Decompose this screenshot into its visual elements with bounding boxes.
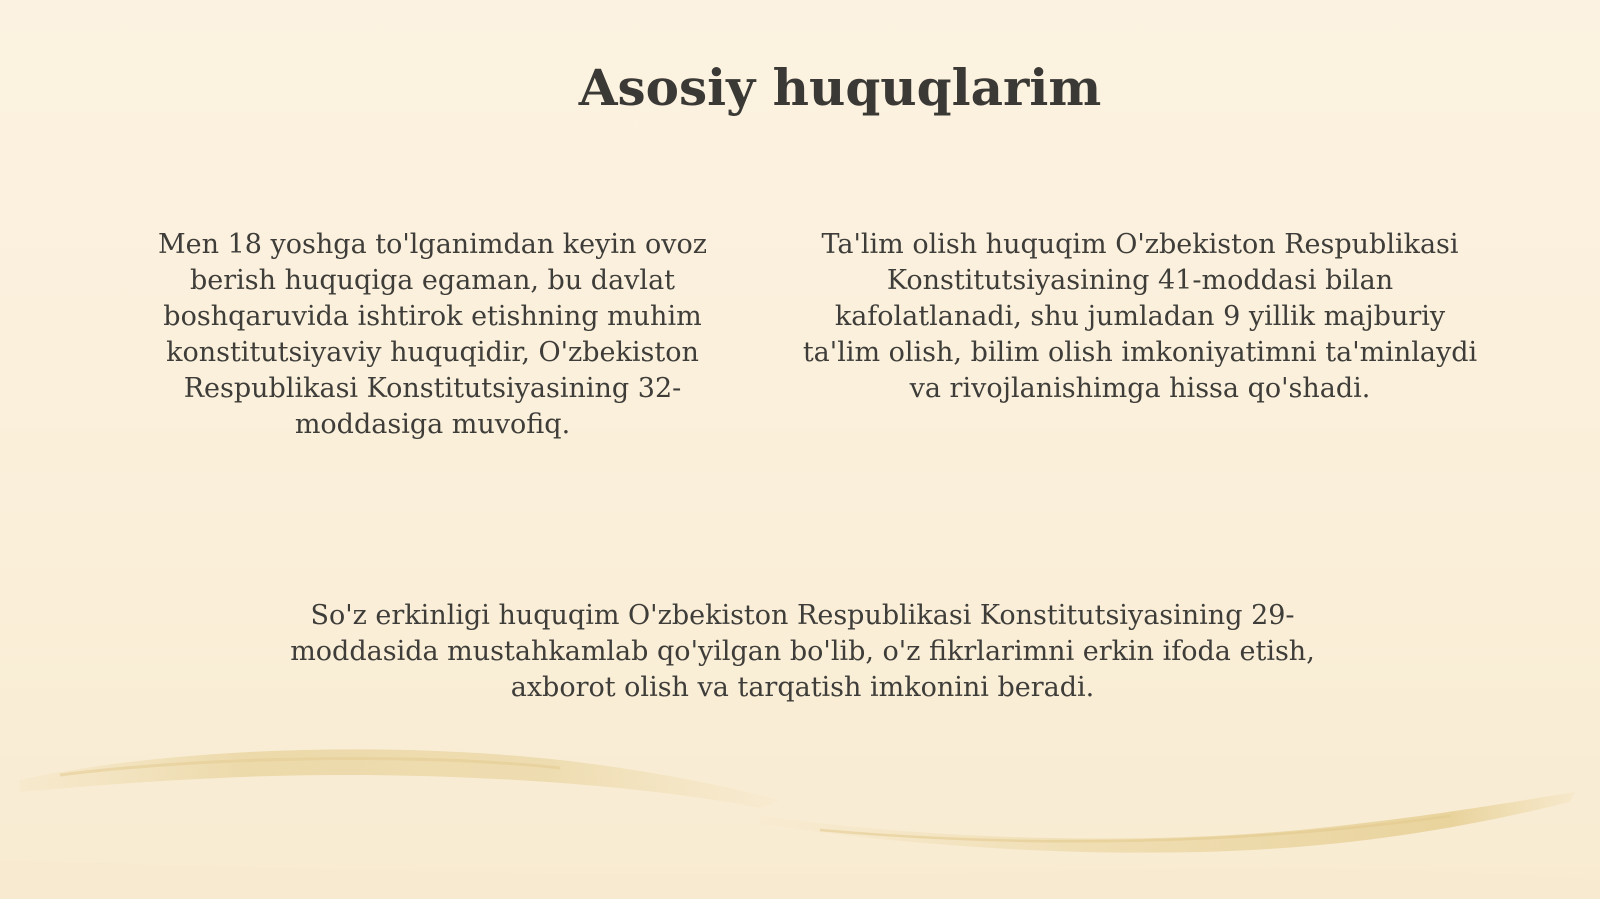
free-speech-text: So'z erkinligi huquqim O'zbekiston Respublikasi Konstitutsiyasining 29-moddasida mustahkamlab qo'yilgan bo'lib, o'z fikrlarimni erkin ifoda etish, axborot olish va tarqatish imkonini beradi. [290,600,1315,703]
education-right-text: Ta'lim olish huquqim O'zbekiston Respublikasi Konstitutsiyasining 41-moddasi bilan kafolatlanadi, shu jumladan 9 yillik majburiy ta'lim olish, bilim olish imkoniyatimni ta'minlaydi va rivojlanishimga hissa qo'shadi. [802,229,1478,404]
voting-right-text: Men 18 yoshga to'lganimdan keyin ovoz berish huquqiga egaman, bu davlat boshqaruvida ishtirok etishning muhim konstitutsiyaviy huquqidir, O'zbekiston Respublikasi Konstitutsiyasining 32-moddasiga muvofiq. [158,229,707,440]
decorative-brush-stroke [0,720,1600,899]
slide-title: Asosiy huquqlarim [578,58,1102,117]
